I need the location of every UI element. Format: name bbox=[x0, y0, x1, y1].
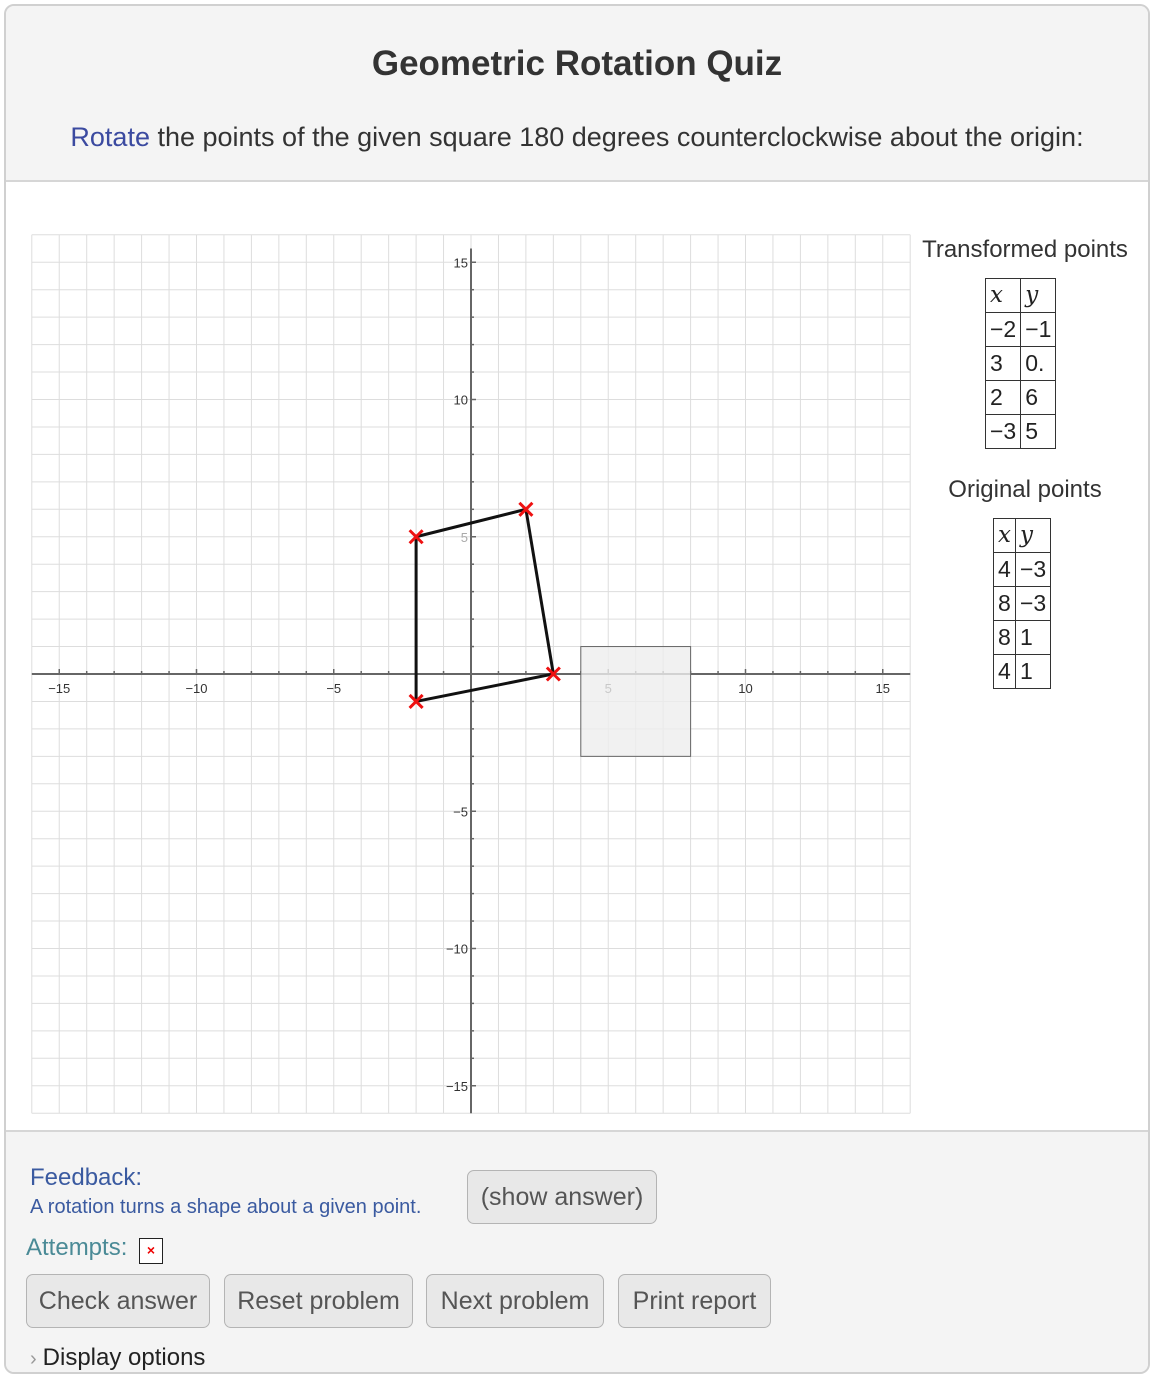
x-tick-label: −5 bbox=[326, 681, 342, 696]
table-cell: 8 bbox=[994, 587, 1016, 621]
coordinate-graph[interactable] bbox=[6, 182, 1150, 1130]
table-cell: 1 bbox=[1015, 655, 1050, 689]
show-answer-button[interactable]: (show answer) bbox=[467, 1170, 657, 1224]
table-cell: −3 bbox=[1015, 587, 1050, 621]
column-header-x: x bbox=[994, 519, 1016, 553]
table-cell: −3 bbox=[1015, 553, 1050, 587]
column-header-x: x bbox=[986, 279, 1021, 313]
y-tick-label: 5 bbox=[460, 529, 468, 545]
table-row bbox=[994, 587, 1051, 621]
footer bbox=[6, 1130, 1148, 1374]
y-tick-label: −5 bbox=[453, 804, 468, 820]
table-row bbox=[994, 621, 1051, 655]
problem-prompt bbox=[6, 122, 1148, 153]
main-area bbox=[6, 182, 1148, 1130]
table-row bbox=[986, 381, 1056, 415]
feedback-text: A rotation turns a shape about a given point. bbox=[30, 1196, 422, 1218]
display-options-label: Display options bbox=[42, 1344, 206, 1371]
chevron-right-icon: › bbox=[30, 1348, 37, 1370]
quiz-panel bbox=[4, 4, 1150, 1374]
y-tick-label: −15 bbox=[445, 1078, 468, 1094]
attempts-label: Attempts: bbox=[26, 1234, 128, 1261]
table-row bbox=[986, 415, 1056, 449]
y-tick-label: −10 bbox=[445, 941, 468, 957]
next-problem-button[interactable]: Next problem bbox=[426, 1274, 604, 1328]
x-tick-label: 15 bbox=[875, 681, 890, 696]
table-cell: 4 bbox=[994, 553, 1016, 587]
rotate-link[interactable]: Rotate bbox=[70, 122, 150, 152]
transformed-points-table bbox=[985, 278, 1056, 449]
prompt-text: the points of the given square 180 degrees counterclockwise about the origin: bbox=[149, 122, 1084, 152]
table-header-row bbox=[994, 519, 1051, 553]
display-options-toggle[interactable] bbox=[30, 1344, 205, 1372]
header bbox=[6, 6, 1148, 182]
attempt-wrong-icon: × bbox=[139, 1238, 163, 1264]
transformed-points-title: Transformed points bbox=[922, 236, 1128, 263]
table-cell: 0. bbox=[1021, 347, 1056, 381]
original-square bbox=[581, 647, 691, 757]
y-tick-label: 15 bbox=[453, 255, 468, 271]
column-header-y: y bbox=[1015, 519, 1050, 553]
table-row bbox=[986, 313, 1056, 347]
print-report-button[interactable]: Print report bbox=[618, 1274, 771, 1328]
table-row bbox=[986, 347, 1056, 381]
x-tick-label: −10 bbox=[185, 681, 208, 696]
page-title: Geometric Rotation Quiz bbox=[371, 44, 783, 83]
table-row bbox=[994, 553, 1051, 587]
original-points-title: Original points bbox=[948, 476, 1102, 503]
table-cell: 5 bbox=[1021, 415, 1056, 449]
reset-problem-button[interactable]: Reset problem bbox=[224, 1274, 413, 1328]
table-cell: 6 bbox=[1021, 381, 1056, 415]
table-cell: 2 bbox=[986, 381, 1021, 415]
x-tick-label: −15 bbox=[48, 681, 71, 696]
x-tick-label: 10 bbox=[738, 681, 753, 696]
table-cell: −2 bbox=[986, 313, 1021, 347]
table-cell: −3 bbox=[986, 415, 1021, 449]
original-points-table bbox=[993, 518, 1051, 689]
table-cell: −1 bbox=[1021, 313, 1056, 347]
check-answer-button[interactable]: Check answer bbox=[26, 1274, 210, 1328]
table-header-row bbox=[986, 279, 1056, 313]
table-cell: 8 bbox=[994, 621, 1016, 655]
feedback-label: Feedback: bbox=[30, 1164, 143, 1191]
table-row bbox=[994, 655, 1051, 689]
table-cell: 1 bbox=[1015, 621, 1050, 655]
column-header-y: y bbox=[1021, 279, 1056, 313]
table-cell: 3 bbox=[986, 347, 1021, 381]
table-cell: 4 bbox=[994, 655, 1016, 689]
y-tick-label: 10 bbox=[453, 392, 468, 408]
